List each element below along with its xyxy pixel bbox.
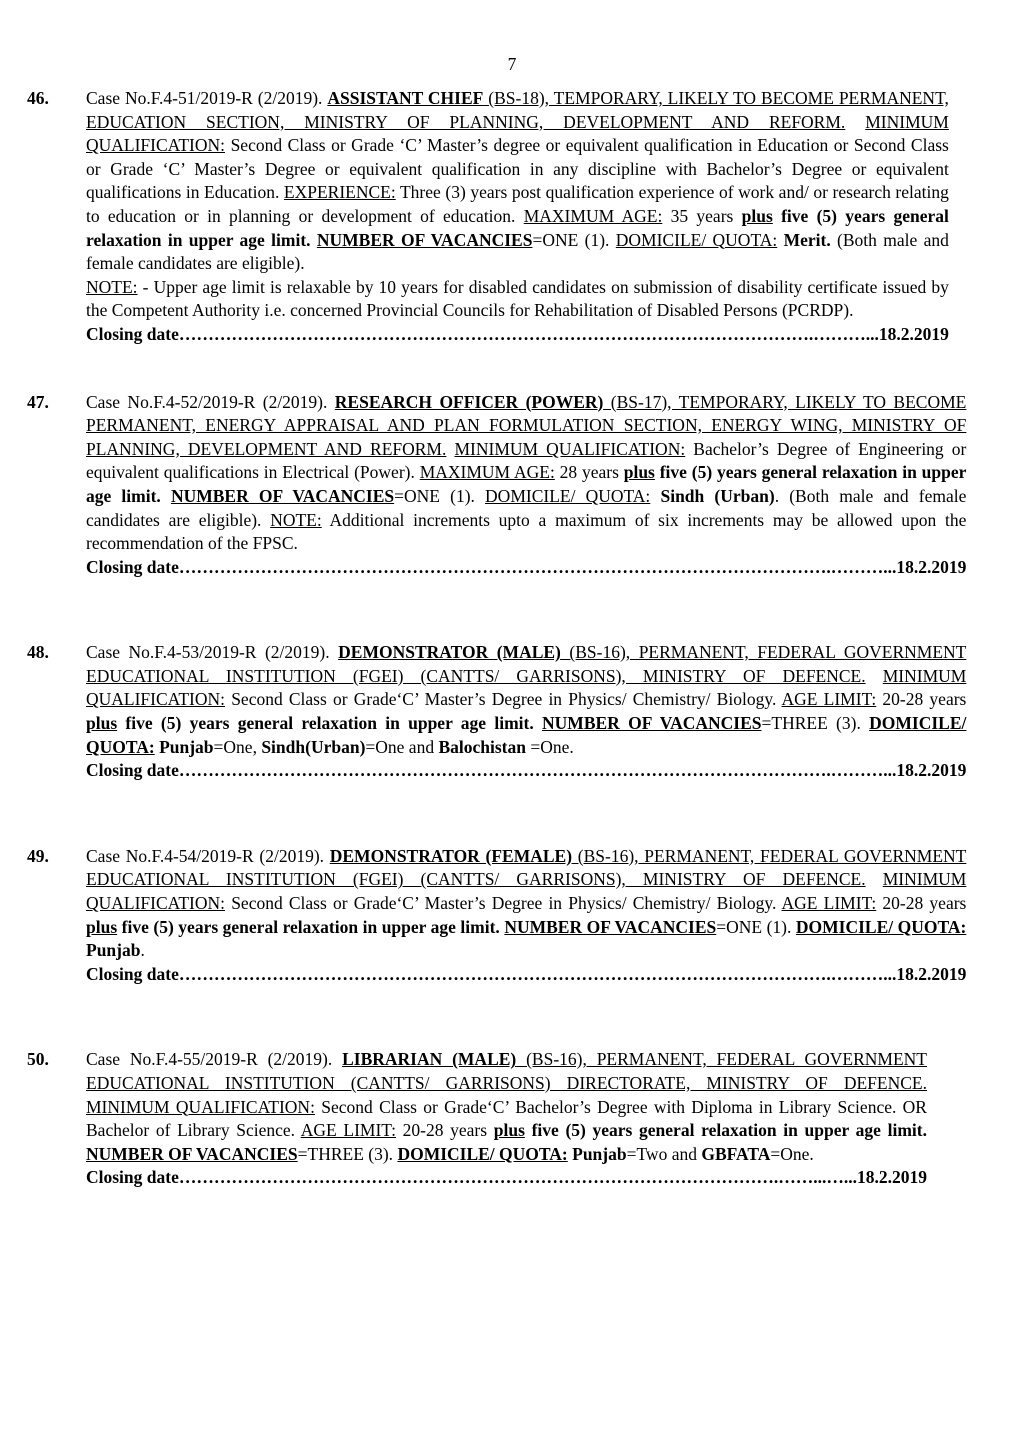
text-run: AGE LIMIT: — [300, 1120, 396, 1141]
case-paragraph — [86, 276, 949, 323]
text-run: =ONE (1). — [716, 916, 796, 937]
closing-date-value: 18.2.2019 — [896, 760, 967, 781]
text-run: DOMICILE/ QUOTA: — [795, 916, 967, 937]
case-text — [86, 641, 966, 783]
case-paragraph — [86, 391, 966, 556]
text-run: 20-28 years — [876, 689, 967, 710]
text-run: AGE LIMIT: — [781, 893, 877, 914]
text-run: RESEARCH OFFICER (POWER) — [334, 391, 604, 412]
case-number: 48. — [27, 642, 49, 663]
text-run: GBFATA — [701, 1143, 771, 1164]
text-run: five (5) years general relaxation in upper age limit. — [117, 916, 505, 937]
text-run: Sindh(Urban) — [261, 736, 366, 757]
text-run: LIBRARIAN (MALE) — [342, 1049, 517, 1070]
text-run — [845, 112, 865, 132]
text-run: =One. — [770, 1143, 814, 1164]
closing-date-line — [86, 1166, 927, 1190]
text-run: NOTE: — [270, 509, 322, 530]
text-run: DEMONSTRATOR (MALE) — [338, 642, 561, 663]
closing-date-label: Closing date — [86, 1167, 179, 1188]
case-paragraph — [86, 845, 966, 963]
case-number: 47. — [27, 391, 49, 412]
text-run: Additional increments upto a maximum of six increments may be allowed upon the recommendation of the FPSC. — [86, 509, 967, 554]
closing-date-label: Closing date — [86, 760, 179, 781]
text-run: DOMICILE/ QUOTA: — [615, 229, 778, 250]
text-run: plus — [623, 462, 655, 483]
text-run: AGE LIMIT: — [781, 689, 877, 710]
text-run: MINIMUM QUALIFICATION: — [86, 869, 967, 914]
case-text — [86, 391, 966, 580]
text-run: DOMICILE/ QUOTA: — [397, 1143, 568, 1164]
text-run: NUMBER OF VACANCIES — [316, 229, 533, 250]
case-item — [0, 391, 967, 580]
closing-date-line — [86, 759, 966, 783]
text-run: Punjab — [159, 736, 214, 757]
text-run: MINIMUM QUALIFICATION: — [86, 111, 949, 156]
text-run: Second Class or Grade‘C’ Master’s Degree in Physics/ Chemistry/ Biology. — [225, 689, 782, 710]
case-text — [86, 845, 966, 987]
text-run: five (5) years general relaxation in upper age limit. — [524, 1120, 927, 1141]
text-run: =One and — [365, 736, 439, 757]
case-item — [0, 87, 949, 347]
text-run: (BS-18), TEMPORARY, LIKELY TO BECOME PERMANENT, EDUCATION SECTION, MINISTRY OF PLANNING, DEVELOPMENT AND REFORM. — [86, 88, 949, 132]
closing-date-line — [86, 323, 949, 347]
closing-date-value: 18.2.2019 — [878, 323, 949, 344]
text-run: - Upper age limit is relaxable by 10 years for disabled candidates on submission of disability certificate issued by the Competent Authority i.e. concerned Provincial Councils for Rehabilitation of Disabled Persons (PCRDP). — [86, 276, 949, 321]
closing-date-label: Closing date — [86, 556, 179, 577]
text-run: ASSISTANT CHIEF — [327, 88, 484, 108]
case-item — [0, 641, 967, 783]
text-run: plus — [741, 205, 773, 226]
closing-date-value: 18.2.2019 — [896, 556, 967, 577]
case-paragraph — [86, 87, 949, 276]
text-run: Balochistan — [438, 736, 526, 757]
text-run: Merit. — [783, 229, 831, 250]
closing-date-dots: ………………………………………………………………………………………………….………... — [178, 760, 897, 781]
case-text — [86, 1048, 927, 1190]
text-run: NUMBER OF VACANCIES — [170, 485, 395, 506]
closing-date-value: 18.2.2019 — [896, 963, 967, 984]
text-run: five (5) years general relaxation in upper age limit. — [86, 462, 967, 506]
text-run: Case No.F.4-54/2019-R (2/2019). — [86, 845, 330, 866]
text-run: MAXIMUM AGE: — [523, 205, 663, 226]
text-run: MAXIMUM AGE: — [419, 462, 555, 483]
page-number: 7 — [507, 54, 517, 74]
closing-date-dots: ………………………………………………………………………………………………….………... — [178, 963, 897, 984]
case-number: 50. — [27, 1049, 49, 1070]
text-run: five (5) years general relaxation in upper age limit. — [86, 205, 949, 250]
text-run: five (5) years general relaxation in upper age limit. — [117, 713, 543, 734]
text-run: MINIMUM QUALIFICATION: — [454, 438, 686, 459]
text-run: 20-28 years — [395, 1120, 494, 1141]
closing-date-dots: ………………………………………………………………………………………………….………... — [178, 556, 897, 577]
case-list — [0, 87, 967, 1190]
text-run: Punjab — [86, 940, 141, 961]
text-run: =Two and — [626, 1143, 702, 1164]
text-run: (BS-16), PERMANENT, FEDERAL GOVERNMENT EDUCATIONAL INSTITUTION (FGEI) (CANTTS/ GARRISONS), MINISTRY OF DEFENCE. — [86, 845, 967, 890]
text-run: (BS-16), PERMANENT, FEDERAL GOVERNMENT EDUCATIONAL INSTITUTION (CANTTS/ GARRISONS) DIRECTORATE, MINISTRY OF DEFENCE. — [86, 1049, 927, 1093]
text-run: plus — [86, 916, 118, 937]
case-number: 49. — [27, 845, 49, 866]
text-run: Punjab — [572, 1143, 627, 1164]
case-item — [0, 845, 967, 987]
text-run: NOTE: — [86, 276, 138, 297]
text-run: Case No.F.4-55/2019-R (2/2019). — [86, 1049, 343, 1070]
text-run: =ONE (1). — [532, 229, 616, 250]
text-run: DOMICILE/ QUOTA: — [485, 485, 651, 506]
case-paragraph — [86, 1048, 927, 1166]
text-run: plus — [86, 713, 118, 734]
closing-date-label: Closing date — [86, 323, 179, 344]
text-run: Second Class or Grade‘C’ Master’s Degree in Physics/ Chemistry/ Biology. — [225, 893, 782, 914]
text-run — [866, 666, 883, 686]
text-run: =One, — [213, 736, 262, 757]
text-run: 35 years — [662, 205, 742, 226]
text-run: NUMBER OF VACANCIES — [504, 916, 717, 937]
text-run: . (Both male and female candidates are eligible). — [86, 485, 967, 530]
text-run: MINIMUM QUALIFICATION: — [86, 665, 967, 710]
text-run: EXPERIENCE: — [283, 182, 396, 203]
text-run: (Both male and female candidates are eligible). — [86, 229, 949, 274]
text-run: DEMONSTRATOR (FEMALE) — [329, 845, 573, 866]
text-run: MINIMUM QUALIFICATION: — [86, 1096, 315, 1117]
text-run: (BS-17), TEMPORARY, LIKELY TO BECOME PERMANENT, ENERGY APPRAISAL AND PLAN FORMULATION SECTION, ENERGY WING, MINISTRY OF PLANNING, DEVELOPMENT AND REFORM. — [86, 391, 967, 459]
closing-date-line — [86, 963, 966, 987]
text-run: Second Class or Grade‘C’ Bachelor’s Degree with Diploma in Library Science. OR Bachelor of Library Science. — [86, 1096, 927, 1141]
text-run: =THREE (3). — [297, 1143, 398, 1164]
case-paragraph — [86, 641, 966, 759]
closing-date-value: 18.2.2019 — [856, 1167, 927, 1188]
text-run: Three (3) years post qualification experience of work and/ or research relating to education or in planning or development of education. — [86, 182, 949, 226]
text-run: =THREE (3). — [761, 713, 870, 734]
case-item — [0, 1048, 927, 1190]
text-run: Bachelor’s Degree of Engineering or equivalent qualifications in Electrical (Power). — [86, 438, 967, 483]
text-run: NUMBER OF VACANCIES — [542, 713, 762, 734]
case-number: 46. — [27, 88, 49, 108]
text-run: plus — [493, 1120, 525, 1141]
text-run: 20-28 years — [876, 893, 967, 914]
case-text — [86, 87, 949, 347]
text-run: =One. — [525, 736, 574, 757]
closing-date-dots: ……………………………………………………………………………………………….………... — [178, 323, 879, 344]
text-run: Case No.F.4-51/2019-R (2/2019). — [86, 88, 328, 108]
text-run: DOMICILE/ QUOTA: — [86, 713, 967, 757]
text-run: . — [140, 940, 145, 961]
text-run: (BS-16), PERMANENT, FEDERAL GOVERNMENT EDUCATIONAL INSTITUTION (FGEI) (CANTTS/ GARRISONS), MINISTRY OF DEFENCE. — [86, 642, 967, 686]
closing-date-label: Closing date — [86, 963, 179, 984]
text-run — [650, 486, 660, 506]
text-run: Case No.F.4-52/2019-R (2/2019). — [86, 391, 335, 412]
text-run: Second Class or Grade ‘C’ Master’s degree or equivalent qualification in Education or Second Class or Grade ‘C’ Master’s Degree or equivalent qualification in any discipline with Bachelor’s Degree or equivalent qualifications in Education. — [86, 135, 949, 203]
text-run: NUMBER OF VACANCIES — [86, 1143, 298, 1164]
text-run: Sindh (Urban) — [660, 485, 775, 506]
text-run: Case No.F.4-53/2019-R (2/2019). — [86, 642, 339, 663]
closing-date-dots: ………………………………………………………………………………………….……...…... — [178, 1167, 857, 1188]
text-run: 28 years — [554, 462, 624, 483]
closing-date-line — [86, 556, 966, 580]
text-run — [866, 869, 883, 889]
text-run: =ONE (1). — [394, 485, 486, 506]
